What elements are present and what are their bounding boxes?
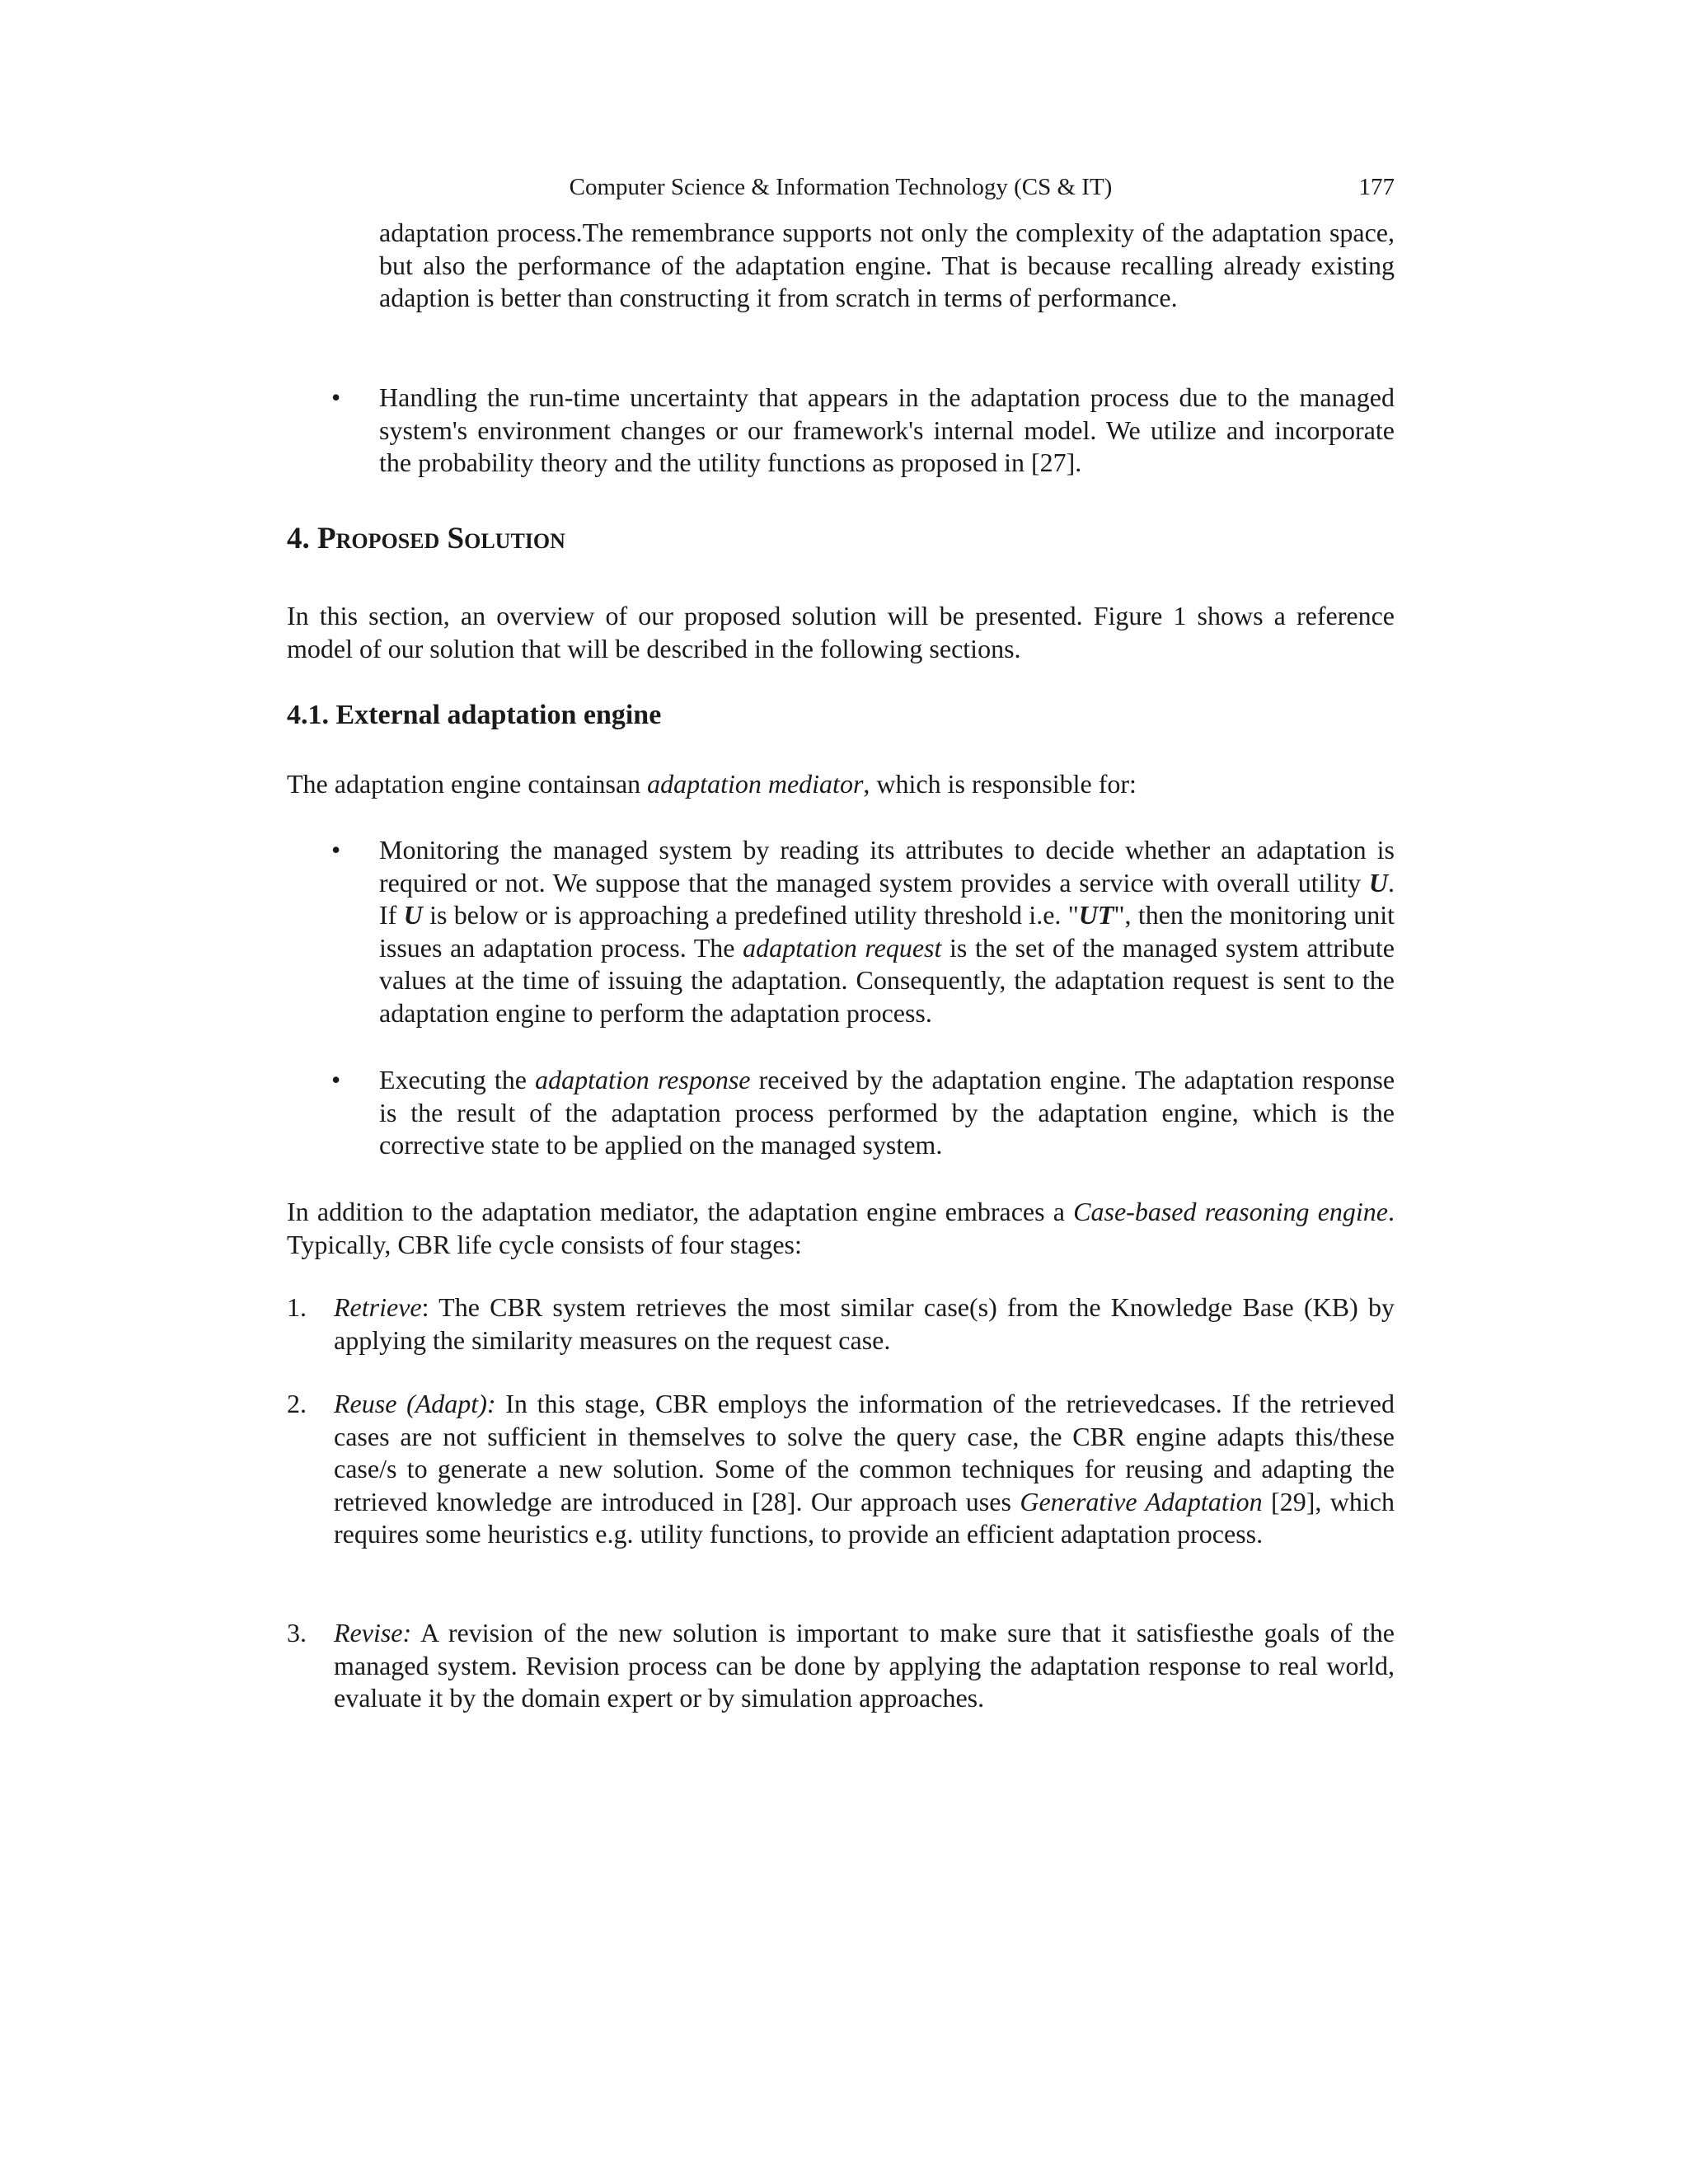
term-adaptation-request: adaptation request — [743, 932, 942, 963]
text-run: ", then the monitoring unit issues an adaptation process. The — [379, 900, 1395, 963]
running-header — [287, 169, 1395, 205]
text-run: received by the adaptation engine. The adaptation response is the result of the adaptation process performed by the adaptation engine, which is the corrective state to be applied on the managed system. — [379, 1065, 1395, 1160]
bullet-executing — [379, 1064, 1395, 1162]
subsection-heading: 4.1. External adaptation engine — [287, 700, 662, 730]
journal-title: Computer Science & Information Technology (CS & IT) — [569, 174, 1113, 200]
section-heading: 4. Proposed Solution — [287, 522, 565, 555]
section-intro-text: In this section, an overview of our proposed solution will be presented. Figure 1 shows a reference model of our solution that will be described in the following sections. — [287, 601, 1395, 663]
bullet-marker: • — [331, 382, 341, 412]
page-number: 177 — [1358, 174, 1395, 200]
bullet-marker: • — [331, 835, 341, 865]
text-run: Monitoring the managed system by reading its attributes to decide whether an adaptation is required or not. We suppose that the managed system provides a service with overall utility — [379, 835, 1395, 898]
list-number: 3. — [287, 1618, 307, 1647]
cbr-intro-text — [287, 1196, 1395, 1261]
stage-retrieve — [334, 1291, 1395, 1357]
bullet-uncertainty — [379, 382, 1395, 480]
stage-reuse-text — [334, 1388, 1395, 1551]
stage-reuse — [334, 1388, 1395, 1551]
text-run: is the set of the managed system attribute values at the time of issuing the adaptation. Consequently, the adaptation request is sent to the adaptation engine to perform the adaptation process. — [379, 932, 1395, 1028]
symbol-u: U — [403, 900, 423, 930]
cbr-intro — [287, 1196, 1395, 1261]
subsection-lead — [287, 768, 1395, 801]
bullet-uncertainty-text: Handling the run-time uncertainty that appears in the adaptation process due to the managed system's environment changes or our framework's internal model. We utilize and incorporate the probability theory and the utility functions as proposed in [27]. — [379, 382, 1395, 477]
lead-em: adaptation mediator — [647, 769, 864, 799]
bullet-executing-text — [379, 1064, 1395, 1162]
text-run: is below or is approaching a predefined utility threshold i.e. " — [422, 900, 1079, 930]
stage-revise-text — [334, 1617, 1395, 1715]
stage-term: Revise: — [334, 1618, 412, 1647]
text-run: A revision of the new solution is important to make sure that it satisfiesthe goals of the managed system. Revision process can be done by applying the adaptation response to real world, evaluate it by the domain expert or by simulation approaches. — [334, 1618, 1395, 1713]
subsection-lead-text — [287, 768, 1395, 801]
text-run: : The CBR system retrieves the most similar case(s) from the Knowledge Base (KB) by applying the similarity measures on the request case. — [334, 1292, 1395, 1355]
continued-bullet-paragraph — [379, 217, 1395, 315]
stage-retrieve-text — [334, 1291, 1395, 1357]
bullet-monitoring-text — [379, 834, 1395, 1029]
bullet-marker: • — [331, 1065, 341, 1094]
text-run: . If — [379, 867, 1395, 930]
section-intro — [287, 600, 1395, 665]
text-run: [29], which requires some heuristics e.g. utility functions, to provide an efficient adaptation process. — [334, 1486, 1395, 1549]
term-cbr-engine: Case-based reasoning engine — [1073, 1197, 1388, 1226]
list-number: 1. — [287, 1292, 307, 1322]
stage-term: Retrieve — [334, 1292, 422, 1322]
symbol-u: U — [1368, 867, 1388, 898]
text-run: In addition to the adaptation mediator, the adaptation engine embraces a — [287, 1197, 1074, 1226]
lead-after: , which is responsible for: — [863, 769, 1137, 799]
list-number: 2. — [287, 1389, 307, 1418]
stage-revise — [334, 1617, 1395, 1715]
text-run: . Typically, CBR life cycle consists of four stages: — [287, 1197, 1395, 1259]
text-run: Executing the — [379, 1065, 536, 1094]
text-run: In this stage, CBR employs the information of the retrievedcases. If the retrieved cases are not sufficient in themselves to solve the query case, the CBR engine adapts this/these case/s to generate a new solution. Some of the common techniques for reusing and adapting the retrieved knowledge are introduced in [28]. Our approach uses — [334, 1389, 1395, 1516]
bullet-monitoring — [379, 834, 1395, 1029]
term-generative-adaptation: Generative Adaptation — [1020, 1486, 1263, 1516]
symbol-ut: UT — [1078, 900, 1114, 930]
term-adaptation-response: adaptation response — [535, 1065, 751, 1094]
continued-bullet-text: adaptation process.The remembrance supports not only the complexity of the adaptation space, but also the performance of the adaptation engine. That is because recalling already existing adaption is better than constructing it from scratch in terms of performance. — [379, 218, 1395, 312]
stage-term: Reuse (Adapt): — [334, 1389, 496, 1418]
lead-before: The adaptation engine containsan — [287, 769, 648, 799]
